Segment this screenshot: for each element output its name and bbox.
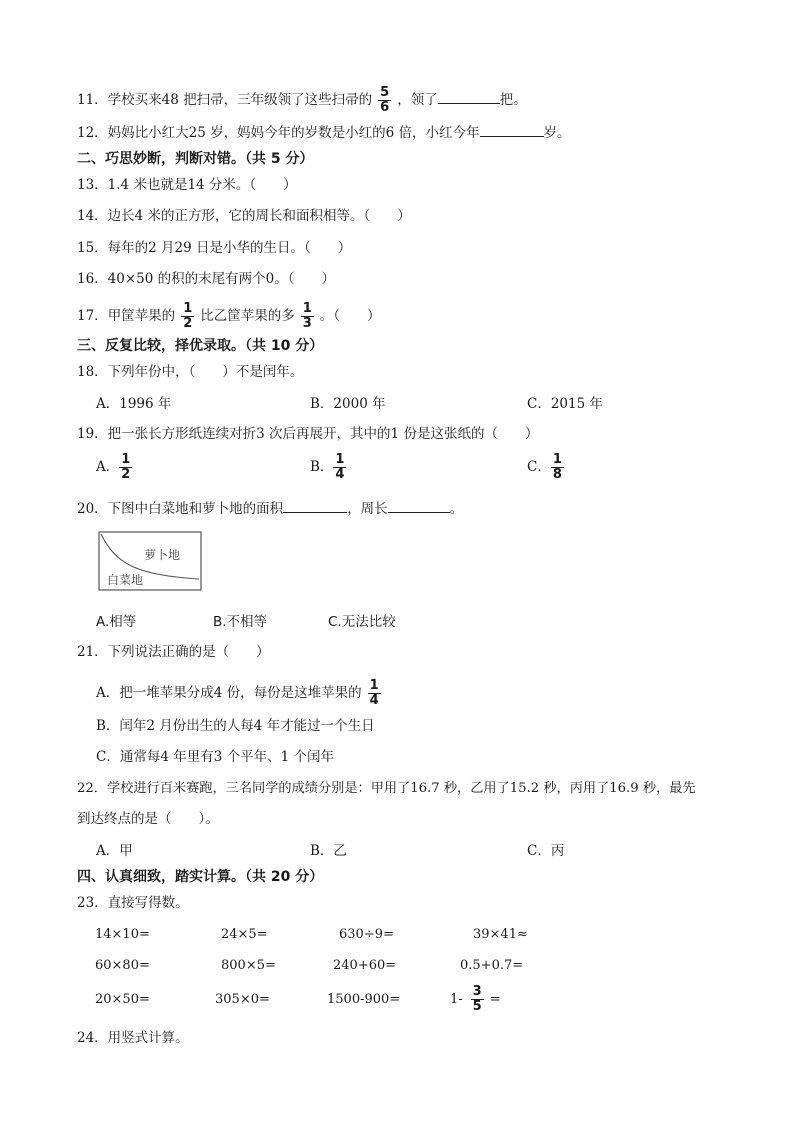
fraction-denominator: 3 [302, 316, 312, 331]
question-15: 15．每年的2 月29 日是小华的生日。（ ） [77, 240, 352, 256]
fraction [333, 453, 346, 482]
fraction-denominator: 2 [121, 467, 131, 482]
q12-text-2: 岁。 [543, 125, 571, 141]
fraction [551, 453, 564, 482]
calc-item [450, 985, 501, 1014]
fraction-denominator: 6 [380, 100, 390, 115]
fraction-numerator: 1 [335, 452, 345, 467]
question-22-line-1: 22．学校进行百米赛跑，三名同学的成绩分别是：甲用了16.7 秒，乙用了15.2 秒，丙用了16.9 秒，最先 [77, 781, 696, 796]
q12-number: 12． [77, 125, 108, 141]
fraction-numerator: 1 [552, 452, 562, 467]
question-13: 13．1.4 米也就是14 分米。（ ） [77, 177, 297, 193]
q17-text: 甲筐苹果的 [107, 308, 176, 324]
section-2-heading: 二、巧思妙断，判断对错。（共 5 分） [77, 151, 314, 167]
calc-item: 24×5= [221, 927, 268, 942]
question-22-line-2: 到达终点的是（ ）。 [77, 811, 219, 827]
question-19: 19．把一张长方形纸连续对折3 次后再展开，其中的1 份是这张纸的（ ） [77, 426, 539, 442]
question-23: 23．直接写得数。 [77, 895, 189, 911]
q11-text: 学校买来48 把扫帚，三年级领了这些扫帚的 [107, 92, 373, 108]
answer-blank[interactable] [480, 122, 544, 137]
q17-text-3: 。（ ） [319, 308, 381, 324]
question-12 [77, 122, 571, 143]
option-c[interactable]: C．丙 [527, 843, 565, 859]
q12-text: 妈妈比小红大25 岁，妈妈今年的岁数是小红的6 倍，小红今年 [107, 125, 480, 141]
option-label: B． [310, 459, 334, 475]
section-3-heading: 三、反复比较，择优录取。（共 10 分） [77, 338, 324, 354]
fraction-numerator: 1 [302, 301, 312, 316]
option-b[interactable]: B.不相等 [213, 614, 268, 630]
fraction [471, 985, 484, 1014]
option-a[interactable]: A．1996 年 [96, 396, 172, 412]
fraction [301, 302, 314, 331]
calc-item: 240+60= [333, 958, 397, 973]
calc-prefix: 1- [450, 992, 463, 1007]
fraction-numerator: 3 [472, 984, 482, 999]
option-label: C． [527, 459, 551, 475]
q11-text-2: ，领了 [397, 92, 438, 108]
fraction-denominator: 5 [472, 999, 482, 1014]
option-b[interactable] [310, 453, 352, 482]
question-14: 14．边长4 米的正方形，它的周长和面积相等。（ ） [77, 208, 411, 224]
answer-blank[interactable] [283, 498, 347, 513]
fraction-denominator: 2 [183, 316, 193, 331]
question-11 [77, 86, 527, 115]
question-16: 16．40×50 的积的末尾有两个0。（ ） [77, 271, 335, 287]
label-radish-field: 萝卜地 [144, 548, 181, 562]
option-b[interactable]: B．2000 年 [310, 396, 386, 412]
calc-suffix: = [489, 992, 501, 1007]
question-21: 21．下列说法正确的是（ ） [77, 644, 270, 660]
q20-text-3: 。 [449, 501, 464, 517]
fraction [119, 453, 132, 482]
field-diagram [98, 531, 202, 591]
option-c[interactable] [527, 453, 570, 482]
section-4-heading: 四、认真细致，踏实计算。（共 20 分） [77, 869, 324, 885]
question-18: 18．下列年份中，（ ）不是闰年。 [77, 364, 304, 380]
fraction [378, 86, 391, 115]
option-c[interactable]: C．通常每4 年里有3 个平年、1 个闰年 [96, 749, 334, 765]
calc-item: 60×80= [95, 958, 150, 973]
option-b[interactable]: B．乙 [310, 843, 347, 859]
q17-text-2: 比乙筐苹果的多 [200, 308, 295, 324]
calc-item: 14×10= [95, 927, 150, 942]
calc-item: 630÷9= [339, 927, 394, 942]
fraction [181, 302, 194, 331]
calc-item: 800×5= [221, 958, 276, 973]
option-a[interactable] [96, 453, 138, 482]
question-24: 24．用竖式计算。 [77, 1030, 189, 1046]
q20-text-2: ，周长 [347, 501, 388, 517]
option-a[interactable] [96, 679, 387, 708]
option-text: A．把一堆苹果分成4 份，每份是这堆苹果的 [96, 685, 362, 701]
label-cabbage-field: 白菜地 [107, 573, 144, 587]
answer-blank[interactable] [438, 89, 500, 104]
fraction-numerator: 1 [369, 678, 379, 693]
fraction-denominator: 4 [335, 467, 345, 482]
calc-item: 39×41≈ [473, 927, 528, 942]
option-a[interactable]: A.相等 [96, 614, 137, 630]
option-c[interactable]: C．2015 年 [527, 396, 603, 412]
q11-text-3: 把。 [499, 92, 527, 108]
question-17 [77, 302, 381, 331]
fraction-numerator: 1 [183, 301, 193, 316]
fraction-denominator: 8 [552, 467, 562, 482]
calc-item: 20×50= [95, 992, 150, 1007]
fraction-numerator: 5 [380, 85, 390, 100]
q20-text: 20．下图中白菜地和萝卜地的面积 [77, 501, 284, 517]
option-a[interactable]: A．甲 [96, 843, 133, 859]
calc-item: 0.5+0.7= [460, 958, 524, 973]
option-label: A． [96, 459, 120, 475]
option-b[interactable]: B．闰年2 月份出生的人每4 年才能过一个生日 [96, 718, 375, 734]
fraction-denominator: 4 [369, 693, 379, 708]
q17-number: 17． [77, 308, 108, 324]
q11-number: 11． [77, 92, 108, 108]
question-20 [77, 498, 463, 519]
calc-item: 1500-900= [327, 992, 401, 1007]
answer-blank[interactable] [388, 498, 450, 513]
calc-item: 305×0= [215, 992, 270, 1007]
fraction-numerator: 1 [121, 452, 131, 467]
fraction [368, 679, 381, 708]
option-c[interactable]: C.无法比较 [328, 614, 396, 630]
